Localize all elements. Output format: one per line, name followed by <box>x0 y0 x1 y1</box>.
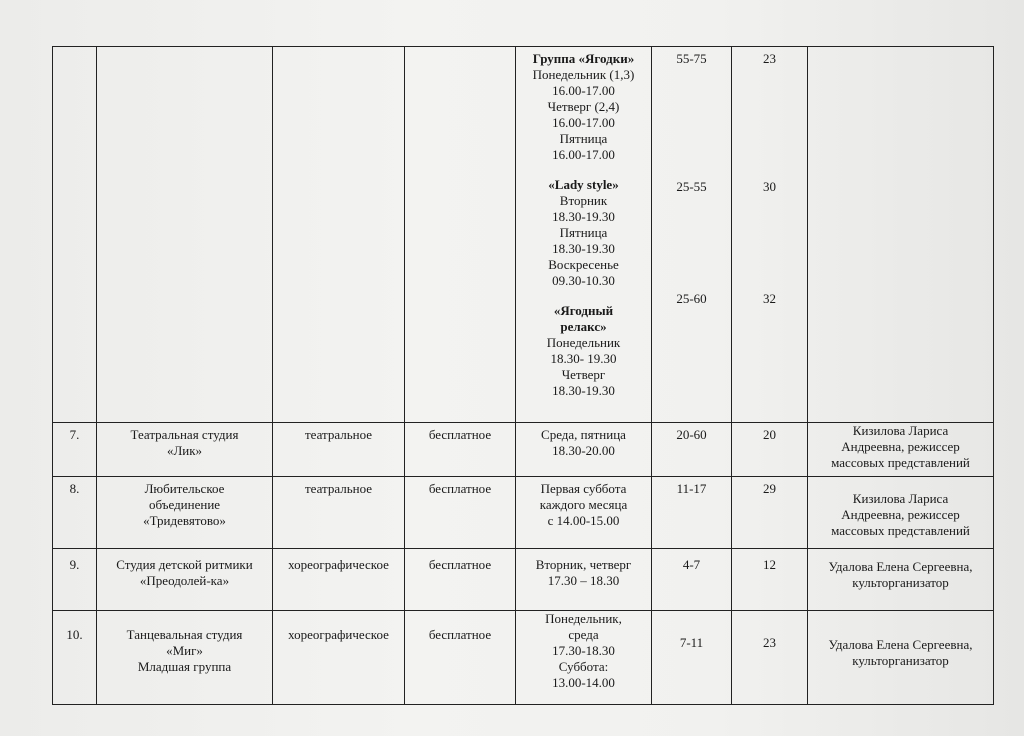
schedule-line: среда <box>568 627 599 642</box>
row-number-cell <box>53 47 97 423</box>
name-line: Танцевальная студия <box>126 627 243 642</box>
schedule-line: 16.00-17.00 <box>552 147 615 162</box>
payment-cell: бесплатное <box>405 611 516 705</box>
leader-line: Андреевна, режиссер <box>841 439 960 454</box>
schedule-line: Вторник, четверг <box>535 557 632 572</box>
group-title: релакс» <box>560 319 607 334</box>
name-line: Младшая группа <box>137 659 232 674</box>
leader-cell <box>808 477 994 549</box>
schedule-line: 18.30-19.30 <box>552 241 615 256</box>
direction-cell: театральное <box>273 477 405 549</box>
schedule-line: Суббота: <box>558 659 609 674</box>
schedule-table <box>52 46 994 705</box>
leader-cell <box>808 47 994 423</box>
leader-cell <box>808 611 994 705</box>
direction-cell <box>273 47 405 423</box>
schedule-line: Пятница <box>559 225 608 240</box>
leader-line: массовых представлений <box>831 455 970 470</box>
schedule-line: Среда, пятница <box>541 427 626 442</box>
schedule-line: 16.00-17.00 <box>552 115 615 130</box>
age-value: 55-75 <box>676 51 707 66</box>
name-cell <box>97 549 273 611</box>
name-cell <box>97 611 273 705</box>
count-value: 23 <box>763 51 776 66</box>
schedule-line: Пятница <box>559 131 608 146</box>
schedule-line: Первая суббота <box>540 481 627 496</box>
table-row <box>53 549 994 611</box>
schedule-line: 18.30-20.00 <box>552 443 615 458</box>
row-number-cell: 7. <box>53 423 97 477</box>
direction-cell: хореографическое <box>273 549 405 611</box>
direction-cell: хореографическое <box>273 611 405 705</box>
count-cell: 20 <box>732 423 808 477</box>
name-cell <box>97 47 273 423</box>
age-value: 25-60 <box>676 291 707 306</box>
group-block <box>520 177 647 289</box>
leader-line: Удалова Елена Сергеевна, <box>828 559 973 574</box>
schedule-cell <box>516 477 652 549</box>
schedule-cell <box>516 549 652 611</box>
count-cell: 29 <box>732 477 808 549</box>
schedule-line: Понедельник <box>546 335 621 350</box>
count-cell: 23 <box>732 611 808 705</box>
schedule-line: 17.30-18.30 <box>552 643 615 658</box>
row-number-cell: 10. <box>53 611 97 705</box>
schedule-cell <box>516 423 652 477</box>
schedule-line: Четверг (2,4) <box>547 99 620 114</box>
leader-cell <box>808 423 994 477</box>
payment-cell: бесплатное <box>405 423 516 477</box>
table-row <box>53 423 994 477</box>
age-cell: 4-7 <box>652 549 732 611</box>
name-line: «Преодолей-ка» <box>139 573 230 588</box>
schedule-cell <box>516 611 652 705</box>
name-line: объединение <box>148 497 221 512</box>
leader-line: Андреевна, режиссер <box>841 507 960 522</box>
leader-line: Кизилова Лариса <box>852 423 949 438</box>
table-row <box>53 477 994 549</box>
group-title: «Ягодный <box>553 303 614 318</box>
leader-line: массовых представлений <box>831 523 970 538</box>
age-cell <box>652 47 732 423</box>
schedule-line: с 14.00-15.00 <box>547 513 620 528</box>
name-line: Студия детской ритмики <box>116 557 253 572</box>
count-cell <box>732 47 808 423</box>
count-value: 30 <box>763 179 776 194</box>
age-value: 25-55 <box>676 179 707 194</box>
schedule-line: 18.30- 19.30 <box>550 351 617 366</box>
group-block <box>520 51 647 163</box>
schedule-line: Четверг <box>561 367 606 382</box>
schedule-line: Понедельник, <box>545 611 622 626</box>
schedule-line: 18.30-19.30 <box>552 209 615 224</box>
leader-cell <box>808 549 994 611</box>
leader-line: культорганизатор <box>852 575 949 590</box>
count-cell: 12 <box>732 549 808 611</box>
schedule-line: Понедельник (1,3) <box>532 67 635 82</box>
name-cell <box>97 477 273 549</box>
schedule-line: каждого месяца <box>539 497 628 512</box>
age-cell: 20-60 <box>652 423 732 477</box>
count-value: 32 <box>763 291 776 306</box>
schedule-line: 17.30 – 18.30 <box>547 573 620 588</box>
schedule-line: 18.30-19.30 <box>552 383 615 398</box>
name-line: Театральная студия <box>130 427 239 442</box>
name-line: «Тридевятово» <box>143 513 226 528</box>
age-cell: 11-17 <box>652 477 732 549</box>
leader-line: культорганизатор <box>852 653 949 668</box>
group-title: Группа «Ягодки» <box>532 51 635 66</box>
schedule-line: 13.00-14.00 <box>552 675 615 690</box>
name-line: «Лик» <box>166 443 203 458</box>
leader-line: Кизилова Лариса <box>852 491 949 506</box>
row-number-cell: 9. <box>53 549 97 611</box>
table-row <box>53 611 994 705</box>
leader-line: Удалова Елена Сергеевна, <box>828 637 973 652</box>
schedule-line: 09.30-10.30 <box>552 273 615 288</box>
name-line: Любительское <box>144 481 225 496</box>
direction-cell: театральное <box>273 423 405 477</box>
schedule-line: 16.00-17.00 <box>552 83 615 98</box>
payment-cell: бесплатное <box>405 477 516 549</box>
schedule-cell <box>516 47 652 423</box>
row-number-cell: 8. <box>53 477 97 549</box>
group-title: «Lady style» <box>548 177 619 192</box>
group-block <box>520 303 647 399</box>
table-row <box>53 47 994 423</box>
name-cell <box>97 423 273 477</box>
name-line: «Миг» <box>166 643 203 658</box>
schedule-line: Воскресенье <box>548 257 619 272</box>
age-cell: 7-11 <box>652 611 732 705</box>
payment-cell <box>405 47 516 423</box>
schedule-line: Вторник <box>559 193 608 208</box>
payment-cell: бесплатное <box>405 549 516 611</box>
